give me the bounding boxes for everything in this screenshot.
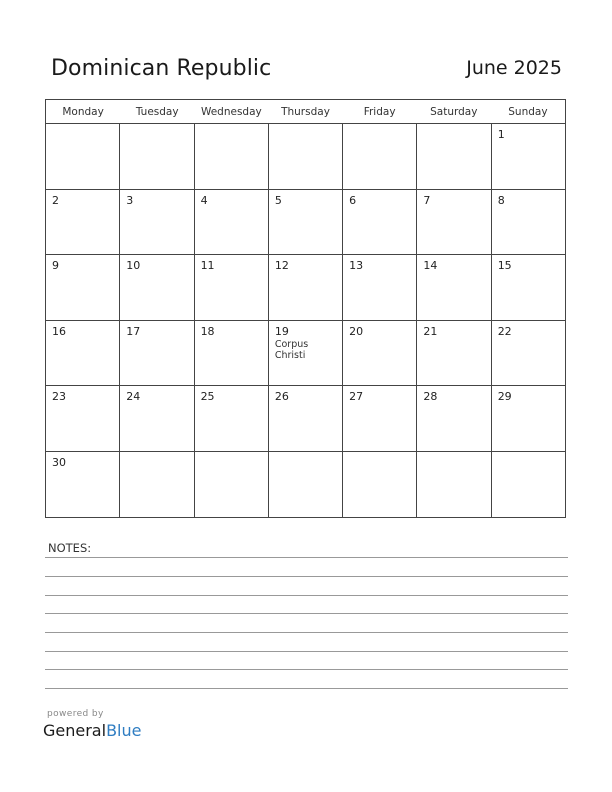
day-cell [492, 124, 565, 189]
brand-name-part1: General [43, 721, 107, 740]
day-number: 29 [497, 390, 512, 403]
dow-monday: Monday [62, 106, 104, 118]
day-number: 26 [274, 390, 289, 403]
day-cell [269, 124, 343, 189]
day-cell [269, 386, 343, 451]
dow-wednesday: Wednesday [200, 106, 262, 118]
day-cell-holiday [269, 321, 343, 386]
day-number: 14 [423, 259, 438, 272]
day-number: 9 [52, 259, 59, 272]
day-number: 15 [497, 259, 512, 272]
day-cell [492, 190, 565, 255]
day-cell [417, 386, 491, 451]
day-cell [492, 452, 565, 518]
day-cell [46, 255, 120, 320]
day-cell [343, 386, 417, 451]
day-number: 11 [200, 259, 215, 272]
day-number: 20 [349, 324, 364, 338]
day-cell [120, 386, 194, 451]
day-number: 6 [349, 193, 357, 207]
day-number: 13 [349, 259, 364, 272]
week-row [46, 386, 565, 452]
week-row [46, 190, 565, 256]
day-number: 8 [497, 193, 505, 207]
week-row [46, 321, 565, 387]
day-number: 10 [126, 259, 141, 272]
day-cell [269, 190, 343, 255]
dow-sunday: Sunday [508, 106, 548, 118]
day-cell [492, 386, 565, 451]
day-cell [417, 452, 491, 518]
note-line [45, 632, 568, 633]
calendar-header [51, 56, 562, 86]
day-cell [343, 124, 417, 189]
note-line [45, 613, 568, 614]
day-number: 22 [497, 324, 512, 338]
day-number: 19 [274, 324, 289, 338]
note-line [45, 557, 568, 558]
day-number: 21 [423, 324, 438, 338]
day-cell [417, 321, 491, 386]
calendar-grid [45, 99, 566, 518]
day-number: 18 [200, 324, 215, 338]
day-cell [343, 321, 417, 386]
day-cell [195, 321, 269, 386]
day-cell [417, 255, 491, 320]
day-cell [195, 124, 269, 189]
day-cell [492, 255, 565, 320]
day-cell [195, 255, 269, 320]
week-row [46, 255, 565, 321]
day-number: 7 [423, 193, 431, 207]
dow-saturday: Saturday [430, 106, 478, 118]
day-number: 23 [52, 390, 66, 403]
day-cell [46, 190, 120, 255]
dow-friday: Friday [363, 106, 396, 118]
day-cell [120, 255, 194, 320]
month-year-label: June 2025 [466, 57, 562, 79]
day-number: 24 [126, 390, 141, 403]
day-cell [343, 190, 417, 255]
day-cell [343, 255, 417, 320]
day-of-week-header [46, 100, 565, 124]
day-number: 3 [126, 193, 134, 207]
day-number: 28 [423, 390, 438, 403]
day-number: 12 [274, 259, 289, 272]
notes-label: NOTES: [48, 541, 92, 555]
note-line [45, 688, 568, 689]
note-line [45, 576, 568, 577]
day-cell [269, 255, 343, 320]
dow-tuesday: Tuesday [135, 106, 179, 118]
day-cell [46, 386, 120, 451]
day-cell [195, 190, 269, 255]
day-cell [417, 190, 491, 255]
note-line [45, 595, 568, 596]
day-cell [46, 321, 120, 386]
day-number: 4 [200, 193, 208, 207]
dow-thursday: Thursday [281, 106, 330, 118]
note-line [45, 651, 568, 652]
brand-name-part2: Blue [106, 721, 142, 740]
day-cell [492, 321, 565, 386]
day-cell [120, 124, 194, 189]
holiday-label: Corpus Christi [274, 338, 309, 361]
day-cell [195, 452, 269, 518]
note-line [45, 669, 568, 670]
brand-logo [43, 721, 141, 740]
page-title: Dominican Republic [51, 56, 272, 81]
day-number: 25 [200, 390, 215, 403]
powered-by-label: powered by [47, 709, 104, 719]
day-number: 2 [52, 193, 59, 207]
day-cell [120, 190, 194, 255]
day-cell [417, 124, 491, 189]
day-number: 27 [349, 390, 364, 403]
day-cell [46, 452, 120, 518]
day-number: 30 [52, 455, 66, 469]
day-cell [46, 124, 120, 189]
week-row [46, 124, 565, 190]
day-number: 16 [52, 324, 66, 338]
day-number: 1 [497, 128, 505, 141]
day-number: 5 [274, 193, 282, 207]
week-row [46, 452, 565, 518]
day-cell [120, 321, 194, 386]
day-cell [343, 452, 417, 518]
day-cell [195, 386, 269, 451]
day-cell [269, 452, 343, 518]
day-number: 17 [126, 324, 141, 338]
day-cell [120, 452, 194, 518]
